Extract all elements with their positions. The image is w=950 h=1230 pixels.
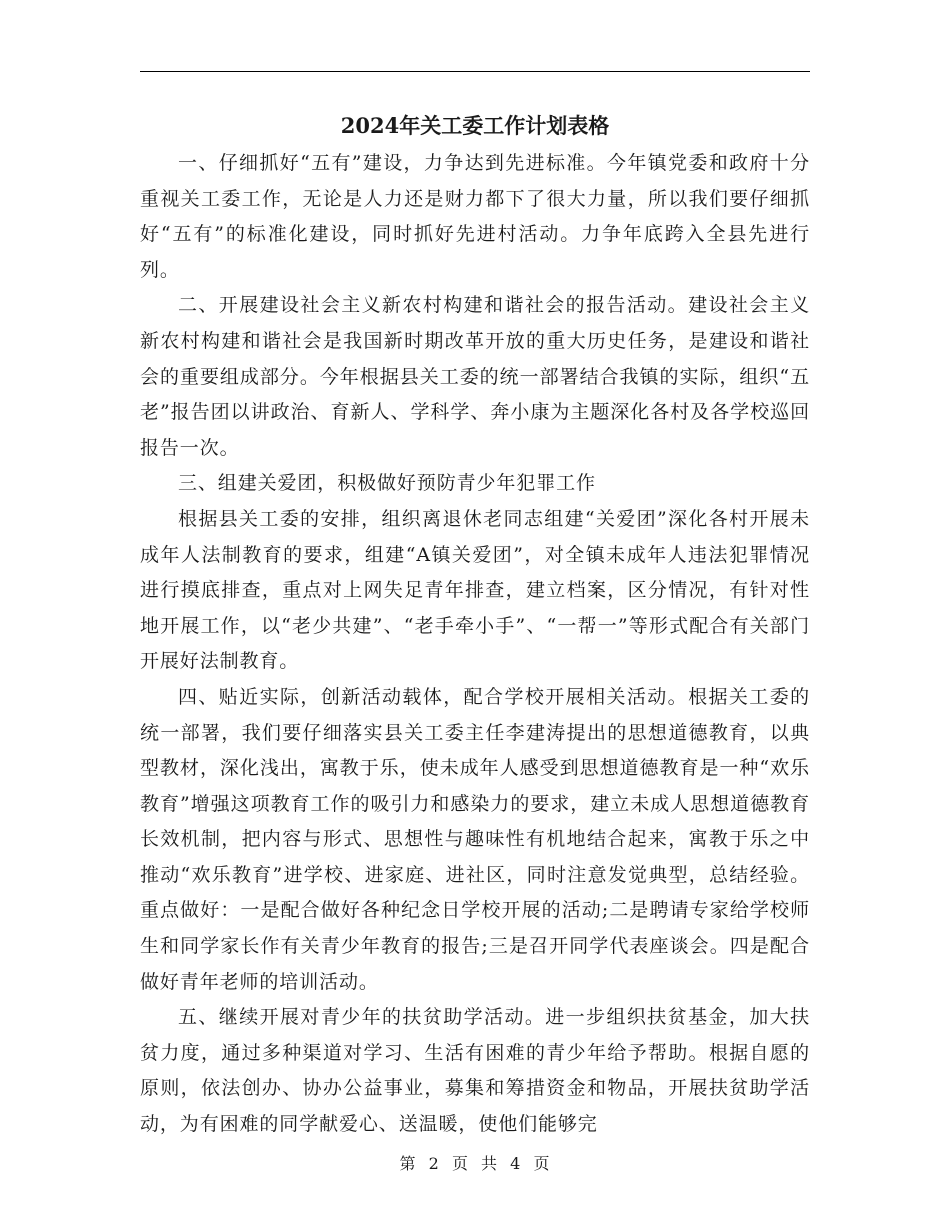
footer-total-pages: 4 bbox=[510, 1154, 522, 1173]
paragraph-report-activities: 二、开展建设社会主义新农村构建和谐社会的报告活动。建设社会主义新农村构建和谐社会是我国新时期改革开放的重大历史任务，是建设和谐社会的重要组成部分。今年根据县关工委的统一部署结合我镇的实际，组织“五老”报告团以讲政治、育新人、学科学、奔小康为主题深化各村及各学校巡回报告一次。 bbox=[140, 294, 810, 459]
paragraph-poverty-aid: 五、继续开展对青少年的扶贫助学活动。进一步组织扶贫基金，加大扶贫力度，通过多种渠道对学习、生活有困难的青少年给予帮助。根据自愿的原则，依法创办、协办公益事业，募集和筹措资金和物品，开展扶贫助学活动，为有困难的同学献爱心、送温暖，使他们能够完 bbox=[140, 1006, 810, 1136]
header-rule bbox=[140, 71, 810, 72]
footer-total-prefix: 共 bbox=[481, 1154, 499, 1173]
paragraph-care-group-detail: 根据县关工委的安排，组织离退休老同志组建“关爱团”深化各村开展未成年人法制教育的要求，组建“A镇关爱团”，对全镇未成年人违法犯罪情况进行摸底排查，重点对上网失足青年排查，建立档案，区分情况，有针对性地开展工作，以“老少共建”、“老手牵小手”、“一帮一”等形式配合有关部门开展好法制教育。 bbox=[140, 507, 810, 673]
paragraph-school-activities: 四、贴近实际，创新活动载体，配合学校开展相关活动。根据关工委的统一部署，我们要仔细落实县关工委主任李建涛提出的思想道德教育，以典型教材，深化浅出，寓教于乐，使未成年人感受到思想道德教育是一种“欢乐教育”增强这项教育工作的吸引力和感染力的要求，建立未成人思想道德教育长效机制，把内容与形式、思想性与趣味性有机地结合起来，寓教于乐之中推动“欢乐教育”进学校、进家庭、进社区，同时注意发觉典型，总结经验。重点做好：一是配合做好各种纪念日学校开展的活动;二是聘请专家给学校师生和同学家长作有关青少年教育的报告;三是召开同学代表座谈会。四是配合做好青年老师的培训活动。 bbox=[140, 685, 810, 993]
footer-page-word: 页 bbox=[451, 1154, 469, 1173]
footer-current-page: 2 bbox=[428, 1154, 440, 1173]
document-body bbox=[140, 146, 810, 1143]
footer-suffix: 页 bbox=[533, 1154, 551, 1173]
page-footer bbox=[140, 1152, 810, 1176]
paragraph-care-group-heading: 三、组建关爱团，积极做好预防青少年犯罪工作 bbox=[178, 472, 596, 495]
paragraph-five-haves: 一、仔细抓好“五有”建设，力争达到先进标准。今年镇党委和政府十分重视关工委工作，无论是人力还是财力都下了很大力量，所以我们要仔细抓好“五有”的标准化建设，同时抓好先进村活动。力争年底跨入全县先进行列。 bbox=[140, 152, 810, 281]
document-title: 2024年关工委工作计划表格 bbox=[340, 113, 610, 138]
footer-prefix: 第 bbox=[399, 1154, 417, 1173]
